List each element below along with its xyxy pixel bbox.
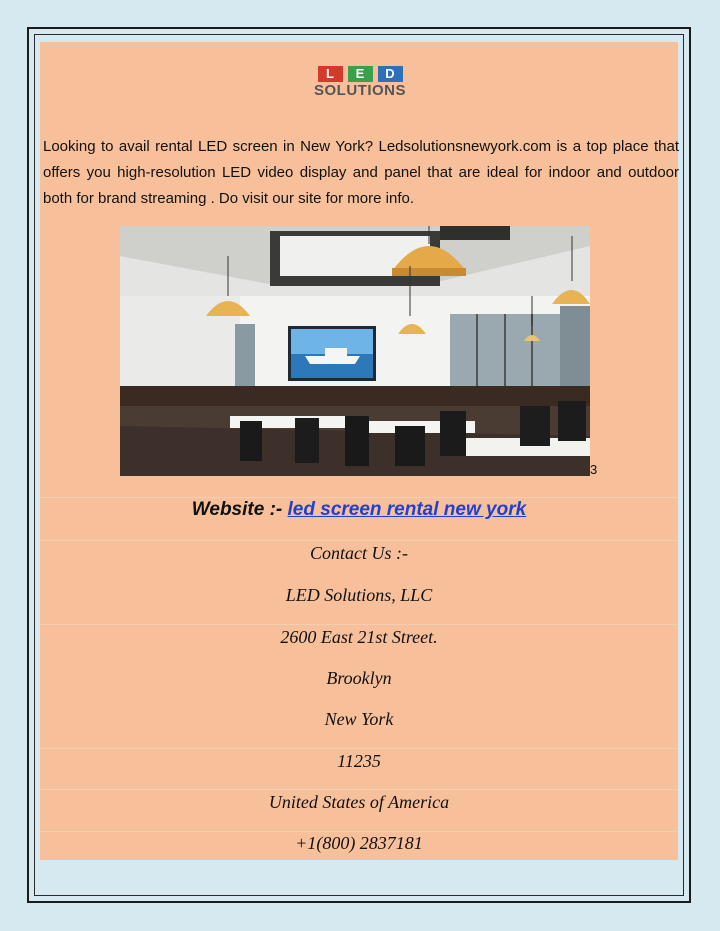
phone-number: +1(800) 2837181 (295, 833, 423, 853)
zip-code: 11235 (337, 751, 381, 771)
divider (40, 831, 678, 832)
divider (40, 748, 678, 749)
logo-letter-l: L (318, 66, 343, 82)
website-label: Website :- (191, 499, 288, 520)
logo-letter-e: E (348, 66, 373, 82)
divider (40, 624, 678, 625)
divider (40, 789, 678, 790)
website-link[interactable]: led screen rental new york (287, 499, 527, 520)
divider (40, 497, 678, 498)
country: United States of America (268, 792, 450, 812)
page-number: 3 (590, 462, 598, 477)
restaurant-photo (120, 226, 590, 476)
street-address: 2600 East 21st Street. (280, 627, 438, 647)
city: Brooklyn (326, 668, 392, 688)
logo-letter-d: D (378, 66, 403, 82)
contact-heading: Contact Us :- (310, 543, 408, 563)
website-line (40, 499, 678, 521)
state: New York (324, 709, 394, 729)
intro-paragraph: Looking to avail rental LED screen in New York? Ledsolutionsnewyork.com is a top place that offers you high-resolution LED video display and panel that are ideal for indoor and outdoor both for brand streaming . Do visit our site for more info. (43, 138, 679, 207)
led-solutions-logo (297, 66, 423, 100)
company-name: LED Solutions, LLC (285, 585, 433, 605)
logo-subtitle: SOLUTIONS (313, 82, 406, 99)
divider (40, 540, 678, 541)
